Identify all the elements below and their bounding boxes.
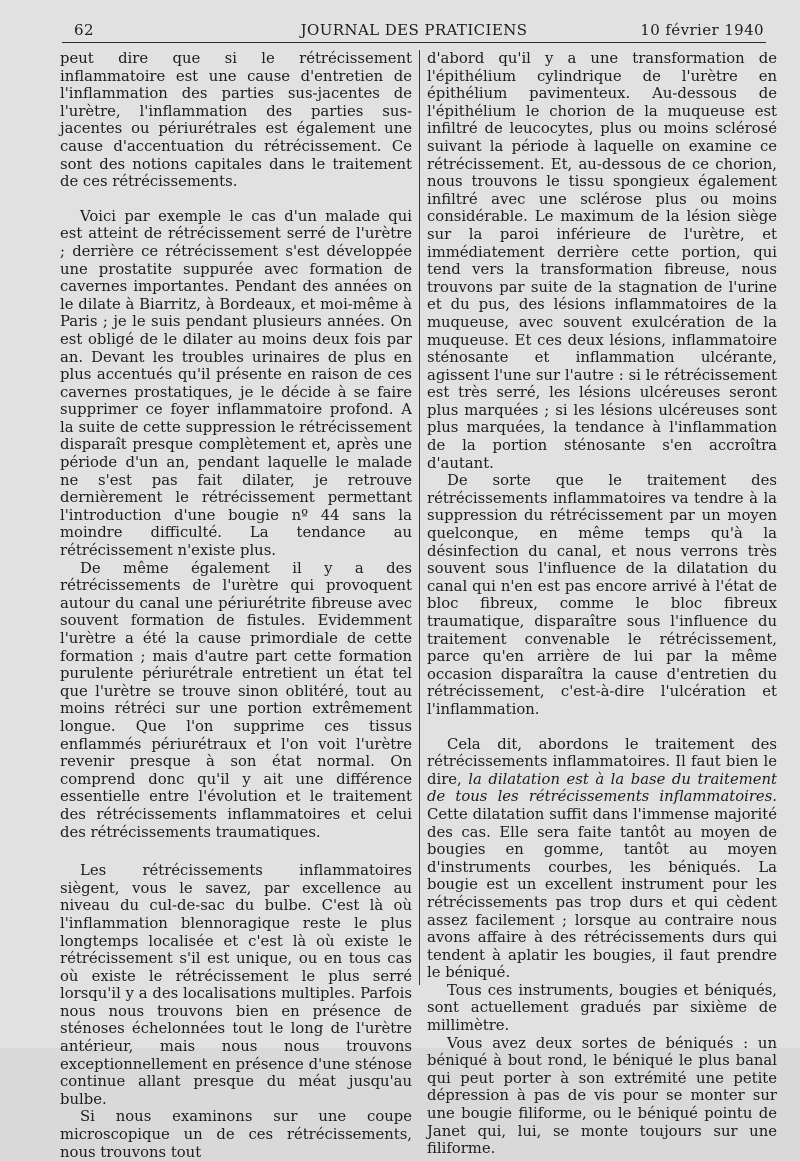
issue-date: 10 février 1940	[640, 21, 764, 39]
page-number: 62	[74, 21, 94, 39]
paragraph: Vous avez deux sortes de béniqués : un béniqué à bout rond, le béniqué le plus banal qui peut porter à son extrémité une petite dépression à pas de vis pour se monter sur une bougie filiforme, ou le béniqué pointu de Janet qui, lui, se monte toujours sur une filiforme.	[427, 1034, 777, 1158]
journal-title: JOURNAL DES PRATICIENS	[300, 21, 528, 39]
left-column	[60, 50, 412, 1161]
right-column	[427, 50, 777, 1158]
paragraph: Les rétrécissements inflammatoires siègent, vous le savez, par excellence au niveau du cul-de-sac du bulbe. C'est là où l'inflammation blennoragique reste le plus longtemps localisée et c'est là où existe le rétrécissement s'il est unique, ou en tous cas où existe le rétrécissement le plus serré lorsqu'il y a des localisations multiples. Parfois nous nous trouvons bien en présence de sténoses échelonnées tout le long de l'urètre antérieur, mais nous nous trouvons exceptionnellement en présence d'une sténose continue allant presque du méat jusqu'au bulbe.	[60, 862, 412, 1108]
paragraph: De même également il y a des rétrécissements de l'urètre qui provoquent autour du canal une périurétrite fibreuse avec souvent formation de fistules. Evidemment l'urètre a été la cause primordiale de cette formation ; mais d'autre part cette formation purulente périurétrale entretient un état tel que l'urètre se trouve sinon oblitéré, tout au moins rétréci sur une portion extrêmement longue. Que l'on supprime ces tissus enflammés périurétraux et l'on voit l'urètre revenir presque à son état normal. On comprend donc qu'il y ait une différence essentielle entre l'évolution et le traitement des rétrécissements inflammatoires et celui des rétrécissements traumatiques.	[60, 559, 412, 841]
paragraph-text: Cela dit, abordons le traitement des rétrécissements inflammatoires. Il faut bien le dire,	[427, 735, 777, 788]
emphasized-text: la dilatation est à la base du traitement de tous les rétrécissements inflammatoires.	[427, 770, 777, 806]
paragraph: Voici par exemple le cas d'un malade qui est atteint de rétrécissement serré de l'urètre ; derrière ce rétrécissement s'est développée une prostatite suppurée avec formation de cavernes importantes. Pendant des années on le dilate à Biarritz, à Bordeaux, et moi-même à Paris ; je le suis pendant plusieurs années. On est obligé de le dilater au moins deux fois par an. Devant les troubles urinaires de plus en plus accentués qu'il présente en raison de ces cavernes prostatiques, je le décide à se faire supprimer ce foyer inflammatoire profond. A la suite de cette suppression le rétrécissement disparaît presque complètement et, après une période d'un an, pendant laquelle le malade ne s'est pas fait dilater, je retrouve dernièrement le rétrécissement permettant l'introduction d'une bougie nº 44 sans la moindre difficulté. La tendance au rétrécissement n'existe plus.	[60, 207, 412, 560]
paragraph: Tous ces instruments, bougies et béniqués, sont actuellement gradués par sixième de millimètre.	[427, 981, 777, 1035]
paragraph	[427, 736, 777, 982]
paragraph: d'abord qu'il y a une transformation de l'épithélium cylindrique de l'urètre en épithélium pavimenteux. Au-dessous de l'épithélium le chorion de la muqueuse est infiltré de leucocytes, plus ou moins sclérosé suivant la période à laquelle on examine ce rétrécissement. Et, au-dessous de ce chorion, nous trouvons le tissu spongieux également infiltré avec une sclérose plus ou moins considérable. Le maximum de la lésion siège sur la paroi inférieure de l'urètre, et immédiatement derrière cette portion, qui tend vers la transformation fibreuse, nous trouvons par suite de la stagnation de l'urine et du pus, des lésions inflammatoires de la muqueuse, avec souvent exulcération de la muqueuse. Et ces deux lésions, inflammatoire sténosante et inflammation ulcérante, agissent l'une sur l'autre : si le rétrécissement est très serré, les lésions ulcéreuses seront plus marquées ; si les lésions ulcéreuses sont plus marquées, la tendance à l'inflammation de la portion sténosante s'en accroîtra d'autant.	[427, 50, 777, 472]
paragraph: peut dire que si le rétrécissement inflammatoire est une cause d'entretien de l'inflammation des parties sus-jacentes de l'urètre, l'inflammation des parties sus-jacentes ou périurétrales est également une cause d'accentuation du rétrécissement. Ce sont des notions capitales dans le traitement de ces rétrécissements.	[60, 50, 412, 191]
running-header	[62, 18, 766, 43]
paragraph-text: Cette dilatation suffit dans l'immense majorité des cas. Elle sera faite tantôt au moyen de bougies en gomme, tantôt au moyen d'instruments courbes, les béniqués. La bougie est un excellent instrument pour les rétrécissements pas trop durs et qui cèdent assez facilement ; lorsque au contraire nous avons affaire à des rétrécissements durs qui tendent à aplatir les bougies, il faut prendre le béniqué.	[427, 805, 777, 982]
column-divider	[419, 50, 420, 985]
paragraph: Si nous examinons sur une coupe microscopique un de ces rétrécissements, nous trouvons tout	[60, 1108, 412, 1161]
paragraph: De sorte que le traitement des rétrécissements inflammatoires va tendre à la suppression du rétrécissement par un moyen quelconque, en même temps qu'à la désinfection du canal, et nous verrons très souvent sous l'influence de la dilatation du canal qui n'en est pas encore arrivé à l'état de bloc fibreux, comme le bloc fibreux traumatique, disparaître sous l'influence du traitement convenable le rétrécissement, parce qu'en arrière de lui par la même occasion disparaîtra la cause d'entretien du rétrécissement, c'est-à-dire l'ulcération et l'inflammation.	[427, 472, 777, 718]
